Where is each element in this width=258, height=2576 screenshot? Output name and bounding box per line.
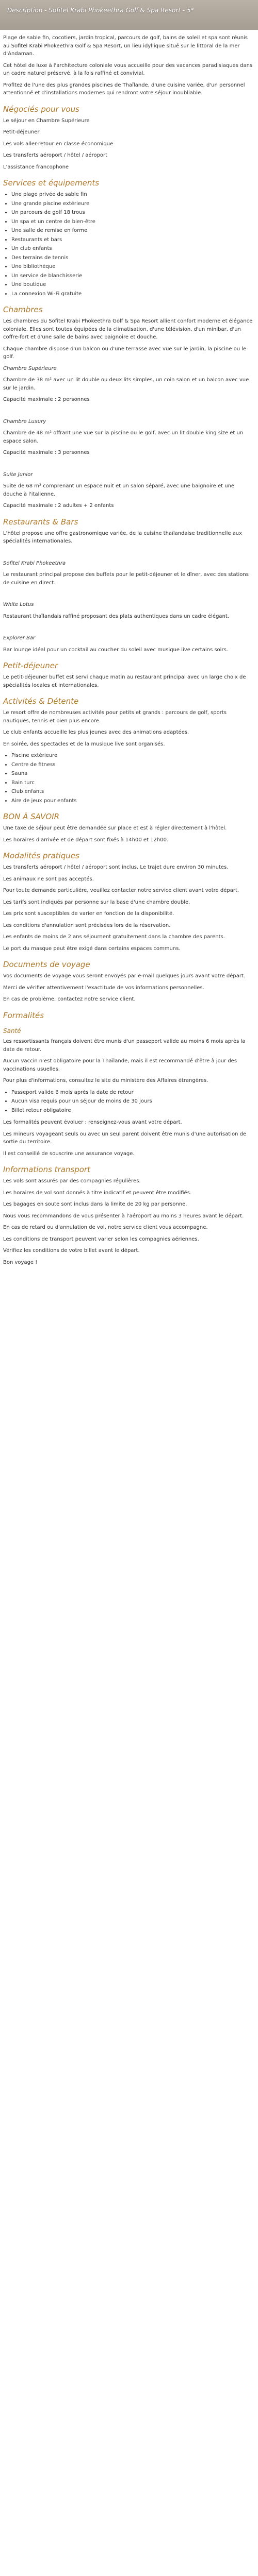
- modalites-paragraph: Le port du masque peut être exigé dans certains espaces communs.: [3, 945, 181, 952]
- apercu-line: Les vols aller-retour en classe économique: [3, 141, 114, 147]
- formalites-paragraph: Il est conseillé de souscrire une assurance voyage.: [3, 1150, 135, 1157]
- room-capacity: Capacité maximale : 2 personnes: [3, 397, 90, 402]
- restaurant-description: Bar lounge idéal pour un cocktail au coucher du soleil avec musique live certains soirs.: [3, 647, 228, 653]
- documents-paragraph: Vos documents de voyage vous seront envoyés par e-mail quelques jours avant votre départ.: [3, 973, 246, 979]
- list-item: • Une salle de remise en forme: [11, 227, 255, 235]
- list-item: • Un parcours de golf 18 trous: [11, 209, 255, 217]
- section-title-restaurants: Restaurants & Bars: [3, 517, 78, 527]
- list-item: • Club enfants: [11, 788, 255, 796]
- room-title: Suite Junior: [3, 471, 33, 478]
- spacer: [3, 461, 255, 471]
- section-title-bonasavoir: BON À SAVOIR: [3, 812, 60, 821]
- bonasavoir-paragraph: Les horaires d'arrivée et de départ sont fixés à 14h00 et 12h00.: [3, 837, 169, 843]
- transport-paragraph: Les conditions de transport peuvent varier selon les compagnies aériennes.: [3, 1236, 199, 1242]
- spacer: [3, 549, 255, 560]
- list-item: • Centre de fitness: [11, 761, 255, 769]
- modalites-paragraph: Les animaux ne sont pas acceptés.: [3, 876, 94, 882]
- transport-paragraph: Les horaires de vol sont donnés à titre indicatif et peuvent être modifiés.: [3, 1190, 192, 1196]
- activites-list: [3, 752, 255, 805]
- transport-paragraph: Nous vous recommandons de vous présenter à l'aéroport au moins 3 heures avant le départ.: [3, 1213, 244, 1219]
- section-title-transport: Informations transport: [3, 1165, 90, 1175]
- room-capacity: Capacité maximale : 3 personnes: [3, 450, 90, 455]
- bonasavoir-paragraph: Une taxe de séjour peut être demandée sur place et est à régler directement à l'hôtel.: [3, 825, 227, 831]
- restaurant-description: Le restaurant principal propose des buffets pour le petit-déjeuner et le dîner, avec des stations de cuisine en direct.: [3, 572, 249, 586]
- list-item: • Aire de jeux pour enfants: [11, 797, 255, 805]
- list-item: • La connexion Wi-Fi gratuite: [11, 290, 255, 298]
- apercu-line: Les transferts aéroport / hôtel / aéroport: [3, 152, 108, 158]
- chambres-paragraph: Les chambres du Sofitel Krabi Phokeethra Golf & Spa Resort allient confort moderne et élégance coloniale. Elles sont toutes équipées de la climatisation, d'une télévision, d'un minibar, d'un coffre-fort et d'une salle de bains avec baignoire et douche.: [3, 318, 253, 340]
- list-item: • Une grande piscine extérieure: [11, 200, 255, 208]
- section-title-petitdej: Petit-déjeuner: [3, 661, 58, 670]
- activites-paragraph: En soirée, des spectacles et de la musique live sont organisés.: [3, 741, 165, 747]
- list-item: • Aucun visa requis pour un séjour de moins de 30 jours: [11, 1097, 255, 1106]
- main-content: [0, 30, 258, 1280]
- restaurant-description: Restaurant thaïlandais raffiné proposant des plats authentiques dans un cadre élégant.: [3, 613, 229, 619]
- intro-paragraph: Plage de sable fin, cocotiers, jardin tropical, parcours de golf, bains de soleil et spa sont réunis au Sofitel Krabi Phokeethra Golf & Spa Resort, un lieu idyllique situé sur le littoral de la mer d'Andaman.: [3, 35, 248, 57]
- modalites-paragraph: Les prix sont susceptibles de varier en fonction de la disponibilité.: [3, 911, 174, 917]
- spacer: [3, 624, 255, 634]
- list-item: • Une plage privée de sable fin: [11, 191, 255, 199]
- section-title-modalites: Modalités pratiques: [3, 851, 79, 860]
- activites-paragraph: Le club enfants accueille les plus jeunes avec des animations adaptées.: [3, 730, 189, 735]
- formalites-list: [3, 1089, 255, 1115]
- list-item: • Bain turc: [11, 779, 255, 787]
- page-title: Description - Sofitel Krabi Phokeethra Golf & Spa Resort - 5*: [7, 7, 194, 14]
- list-item: • Sauna: [11, 770, 255, 778]
- page-hero: [0, 0, 258, 30]
- transport-paragraph: Bon voyage !: [3, 1259, 38, 1265]
- section-title-chambres: Chambres: [3, 305, 43, 314]
- section-title-documents: Documents de voyage: [3, 960, 90, 969]
- list-item: • Passeport valide 6 mois après la date de retour: [11, 1089, 255, 1097]
- section-title-apercu: Négociés pour vous: [3, 104, 79, 114]
- room-description: Suite de 68 m² comprenant un espace nuit et un salon séparé, avec une baignoire et une douche à l'italienne.: [3, 483, 235, 497]
- formalites-paragraph: Les ressortissants français doivent être munis d'un passeport valide au moins 6 mois après la date de retour.: [3, 1039, 246, 1053]
- section-title-formalites: Formalités: [3, 1010, 44, 1020]
- restaurant-title: Sofitel Krabi Phokeethra: [3, 560, 66, 566]
- documents-paragraph: Merci de vérifier attentivement l'exactitude de vos informations personnelles.: [3, 985, 204, 991]
- section-title-activites: Activités & Détente: [3, 697, 79, 706]
- room-title: Chambre Supérieure: [3, 365, 57, 371]
- activites-paragraph: Le resort offre de nombreuses activités pour petits et grands : parcours de golf, sports nautiques, tennis et bien plus encore.: [3, 710, 227, 724]
- list-item: • Un club enfants: [11, 245, 255, 253]
- apercu-line: Petit-déjeuner: [3, 129, 40, 135]
- room-title: Chambre Luxury: [3, 418, 46, 425]
- list-item: • Piscine extérieure: [11, 752, 255, 760]
- petitdej-paragraph: Le petit-déjeuner buffet est servi chaque matin au restaurant principal avec un large choix de spécialités locales et internationales.: [3, 674, 246, 688]
- formalites-paragraph: Les mineurs voyageant seuls ou avec un seul parent doivent être munis d'une autorisation de sortie du territoire.: [3, 1131, 247, 1145]
- transport-paragraph: Les vols sont assurés par des compagnies régulières.: [3, 1178, 141, 1184]
- services-list: [3, 191, 255, 298]
- list-item: • Un service de blanchisserie: [11, 272, 255, 280]
- list-item: • Restaurants et bars: [11, 236, 255, 244]
- room-capacity: Capacité maximale : 2 adultes + 2 enfants: [3, 503, 114, 509]
- modalites-paragraph: Pour toute demande particulière, veuillez contacter notre service client avant votre départ.: [3, 888, 239, 893]
- formalites-paragraph: Aucun vaccin n'est obligatoire pour la Thaïlande, mais il est recommandé d'être à jour des vaccinations usuelles.: [3, 1058, 237, 1072]
- modalites-paragraph: Les conditions d'annulation sont précisées lors de la réservation.: [3, 922, 171, 928]
- intro-paragraph: Profitez de l'une des plus grandes piscines de Thaïlande, d'une cuisine variée, d'un personnel attentionné et d'installations modernes qui rendront votre séjour inoubliable.: [3, 82, 245, 96]
- apercu-line: L'assistance francophone: [3, 164, 69, 170]
- list-item: • Des terrains de tennis: [11, 254, 255, 262]
- formalites-paragraph: Les formalités peuvent évoluer : renseignez-vous avant votre départ.: [3, 1120, 182, 1126]
- modalites-paragraph: Les tarifs sont indiqués par personne sur la base d'une chambre double.: [3, 899, 190, 905]
- spacer: [3, 590, 255, 601]
- formalites-paragraph: Pour plus d'informations, consultez le site du ministère des Affaires étrangères.: [3, 1078, 208, 1084]
- list-item: • Une bibliothèque: [11, 263, 255, 271]
- section-title-services: Services et équipements: [3, 178, 100, 188]
- modalites-paragraph: Les enfants de moins de 2 ans séjournent gratuitement dans la chambre des parents.: [3, 934, 225, 940]
- room-description: Chambre de 48 m² offrant une vue sur la piscine ou le golf, avec un lit double king size et un espace salon.: [3, 430, 244, 444]
- list-item: • Billet retour obligatoire: [11, 1107, 255, 1115]
- list-item: • Un spa et un centre de bien-être: [11, 218, 255, 226]
- restaurant-title: White Lotus: [3, 602, 34, 607]
- restaurant-title: Explorer Bar: [3, 635, 36, 641]
- spacer: [3, 408, 255, 418]
- intro-paragraph: Cet hôtel de luxe à l'architecture coloniale vous accueille pour des vacances paradisiaques dans un cadre naturel préservé, à la fois raffiné et convivial.: [3, 62, 253, 76]
- room-description: Chambre de 38 m² avec un lit double ou deux lits simples, un coin salon et un balcon avec vue sur le jardin.: [3, 377, 249, 391]
- apercu-line: Le séjour en Chambre Supérieure: [3, 117, 90, 124]
- formalites-subtitle: Santé: [3, 1027, 21, 1035]
- transport-paragraph: En cas de retard ou d'annulation de vol, notre service client vous accompagne.: [3, 1225, 208, 1231]
- documents-paragraph: En cas de problème, contactez notre service client.: [3, 996, 136, 1002]
- list-item: • Une boutique: [11, 281, 255, 289]
- restaurants-intro: L'hôtel propose une offre gastronomique variée, de la cuisine thaïlandaise traditionnelle aux spécialités internationales.: [3, 530, 243, 544]
- modalites-paragraph: Les transferts aéroport / hôtel / aéroport sont inclus. Le trajet dure environ 30 minutes.: [3, 865, 229, 870]
- transport-paragraph: Les bagages en soute sont inclus dans la limite de 20 kg par personne.: [3, 1201, 187, 1208]
- transport-paragraph: Vérifiez les conditions de votre billet avant le départ.: [3, 1248, 140, 1254]
- chambres-paragraph: Chaque chambre dispose d'un balcon ou d'une terrasse avec vue sur le jardin, la piscine ou le golf.: [3, 346, 247, 360]
